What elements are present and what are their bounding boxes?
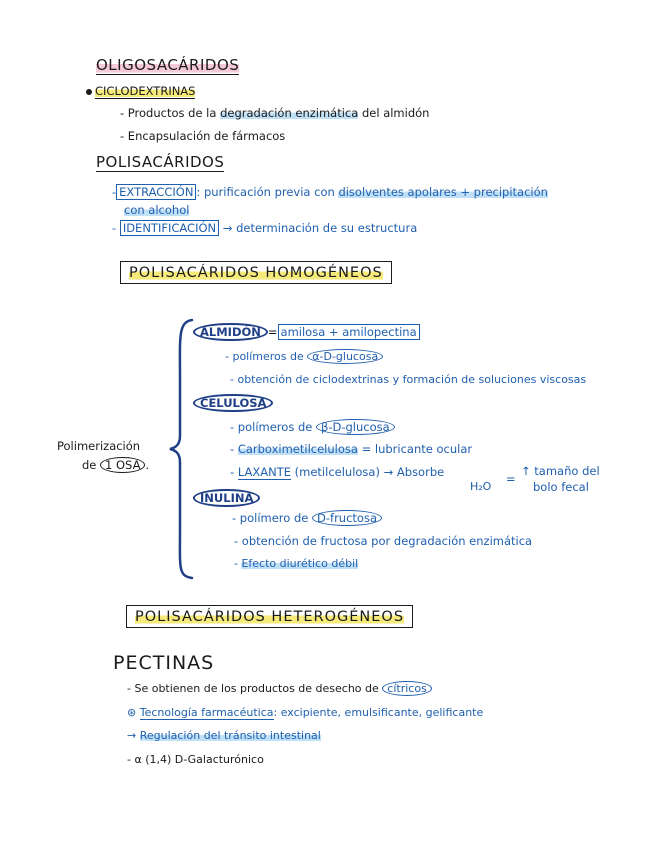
extraccion-line: - EXTRACCIÓN : purificación previa con disolventes apolares + precipitación	[112, 185, 548, 199]
almidon-line-2: - obtención de ciclodextrinas y formación de soluciones viscosas	[230, 373, 587, 386]
curly-brace-icon	[168, 318, 196, 580]
extraccion-line-2: con alcohol	[124, 203, 190, 217]
heterogeneos-title: POLISACÁRIDOS HETEROGÉNEOS	[126, 605, 413, 628]
oligo-item: CICLODEXTRINAS	[86, 84, 195, 98]
homogeneos-title: POLISACÁRIDOS HOMOGÉNEOS	[120, 261, 392, 284]
celulosa-header	[193, 396, 273, 410]
celulosa-line-2: - Carboximetilcelulosa = lubricante ocular	[230, 442, 473, 456]
celulosa-right-2: bolo fecal	[533, 480, 589, 494]
celulosa-h2o: H₂O	[470, 480, 492, 493]
inulina-line-1: - polímero de D-fructosa	[232, 511, 382, 525]
side-label-2: de 1 OSA .	[82, 458, 150, 472]
pectinas-line-2: ⊛ Tecnología farmacéutica: excipiente, emulsificante, gelificante	[127, 706, 484, 719]
inulina-line-3: - Efecto diurético débil	[234, 557, 359, 570]
pectinas-title: PECTINAS	[113, 652, 215, 674]
almidon-header: ALMIDÓN = amilosa + amilopectina	[193, 325, 420, 339]
oligo-line-1: - Productos de la degradación enzimática del almidón	[120, 106, 430, 120]
identificacion-line: - IDENTIFICACIÓN → determinación de su estructura	[112, 221, 418, 235]
extraccion-label: EXTRACCIÓN	[116, 184, 196, 200]
inulina-header	[193, 491, 260, 505]
celulosa-label: CELULOSA	[193, 394, 273, 412]
inulina-label: INULINA	[193, 489, 260, 507]
oligo-line-2: - Encapsulación de fármacos	[120, 129, 286, 143]
oligo-title: OLIGOSACÁRIDOS	[96, 56, 240, 74]
celulosa-line-1: - polímeros de β-D-glucosa	[230, 420, 395, 434]
pectinas-line-3: → Regulación del tránsito intestinal	[127, 729, 321, 742]
celulosa-right-1: ↑ tamaño del	[521, 464, 600, 478]
side-label-1: Polimerización	[57, 439, 141, 453]
almidon-label: ALMIDÓN	[193, 323, 268, 341]
pectinas-line-4: - α (1,4) D-Galacturónico	[127, 753, 264, 766]
inulina-line-2: - obtención de fructosa por degradación enzimática	[234, 534, 533, 548]
almidon-line-1: - polímeros de α-D-glucosa	[225, 350, 383, 363]
celulosa-eq: =	[506, 472, 516, 486]
asterisk-circle-icon: ⊛	[127, 706, 137, 719]
celulosa-line-3: - LAXANTE (metilcelulosa) → Absorbe	[230, 465, 445, 479]
pectinas-line-1: - Se obtienen de los productos de desecho de cítricos	[127, 682, 432, 695]
poli-title: POLISACÁRIDOS	[96, 153, 225, 171]
identificacion-label: IDENTIFICACIÓN	[120, 220, 219, 236]
bullet-icon	[86, 89, 92, 95]
